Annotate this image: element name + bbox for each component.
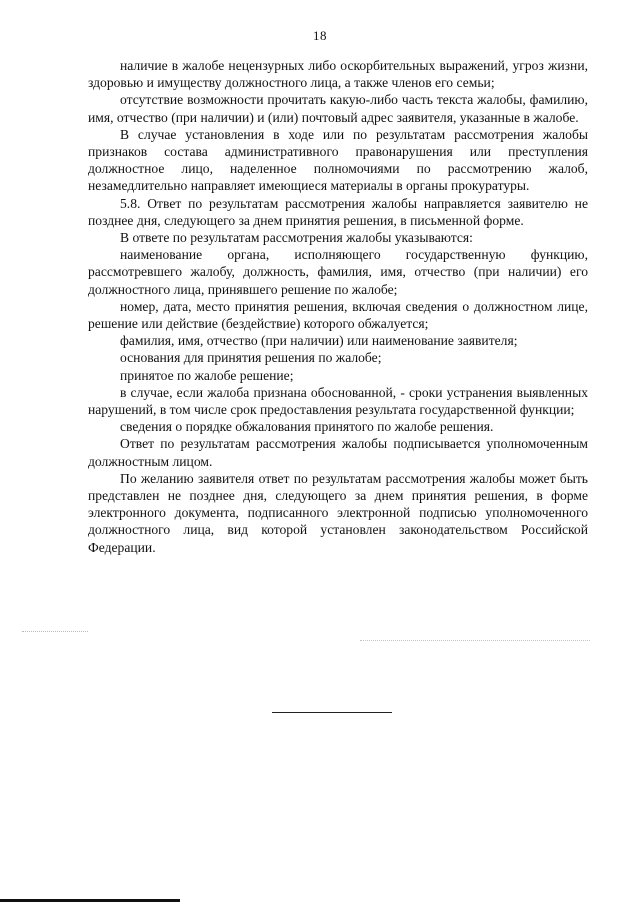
scan-artifact-left	[22, 631, 88, 632]
paragraph-electronic-response: По желанию заявителя ответ по результатам рассмотрения жалобы может быть представлен не позднее дня, следующего за днем принятия решения, в форме электронного документа, подписанного электронной подписью уполномоченного должностного лица, вид которой установлен законодательством Российской Федерации.	[88, 470, 588, 555]
paragraph-unreadable-text: отсутствие возможности прочитать какую-либо часть текста жалобы, фамилию, имя, отчество (при наличии) и (или) почтовый адрес заявителя, указанные в жалобе.	[88, 92, 588, 125]
paragraph-prosecutor-referral: В случае установления в ходе или по результатам рассмотрения жалобы признаков состава административного правонарушения или преступления должностное лицо, наделенное полномочиями по рассмотрению жалоб, незамедлительно направляет имеющиеся материалы в органы прокуратуры.	[88, 126, 588, 194]
list-item-decision-grounds: основания для принятия решения по жалобе;	[120, 350, 382, 366]
document-body	[88, 57, 588, 556]
closing-divider-line	[272, 712, 392, 713]
list-item-appeal-procedure: сведения о порядке обжалования принятого по жалобе решения.	[120, 419, 494, 435]
paragraph-response-contents: В ответе по результатам рассмотрения жалобы указываются:	[120, 230, 473, 246]
paragraph-5-8-response: 5.8. Ответ по результатам рассмотрения жалобы направляется заявителю не позднее дня, следующего за днем принятия решения, в письменной форме.	[88, 195, 588, 228]
scan-artifact-right	[360, 640, 590, 641]
list-item-decision-taken: принятое по жалобе решение;	[120, 367, 294, 383]
scan-bottom-edge	[0, 899, 180, 902]
paragraph-response-signature: Ответ по результатам рассмотрения жалобы подписывается уполномоченным должностным лицом.	[88, 436, 588, 469]
list-item-applicant-name: фамилия, имя, отчество (при наличии) или наименование заявителя;	[120, 333, 518, 349]
list-item-decision-number: номер, дата, место принятия решения, включая сведения о должностном лице, решение или действие (бездействие) которого обжалуется;	[88, 298, 588, 332]
list-item-authority-name: наименование органа, исполняющего государственную функцию, рассмотревшего жалобу, должность, фамилия, имя, отчество (при наличии) его должностного лица, принявшего решение по жалобе;	[88, 247, 588, 297]
list-item-remedy-deadlines: в случае, если жалоба признана обоснованной, - сроки устранения выявленных нарушений, в том числе срок предоставления результата государственной функции;	[88, 384, 588, 418]
paragraph-obscene-language: наличие в жалобе нецензурных либо оскорбительных выражений, угроз жизни, здоровью и имуществу должностного лица, а также членов его семьи;	[88, 58, 588, 91]
page-number: 18	[313, 28, 327, 43]
